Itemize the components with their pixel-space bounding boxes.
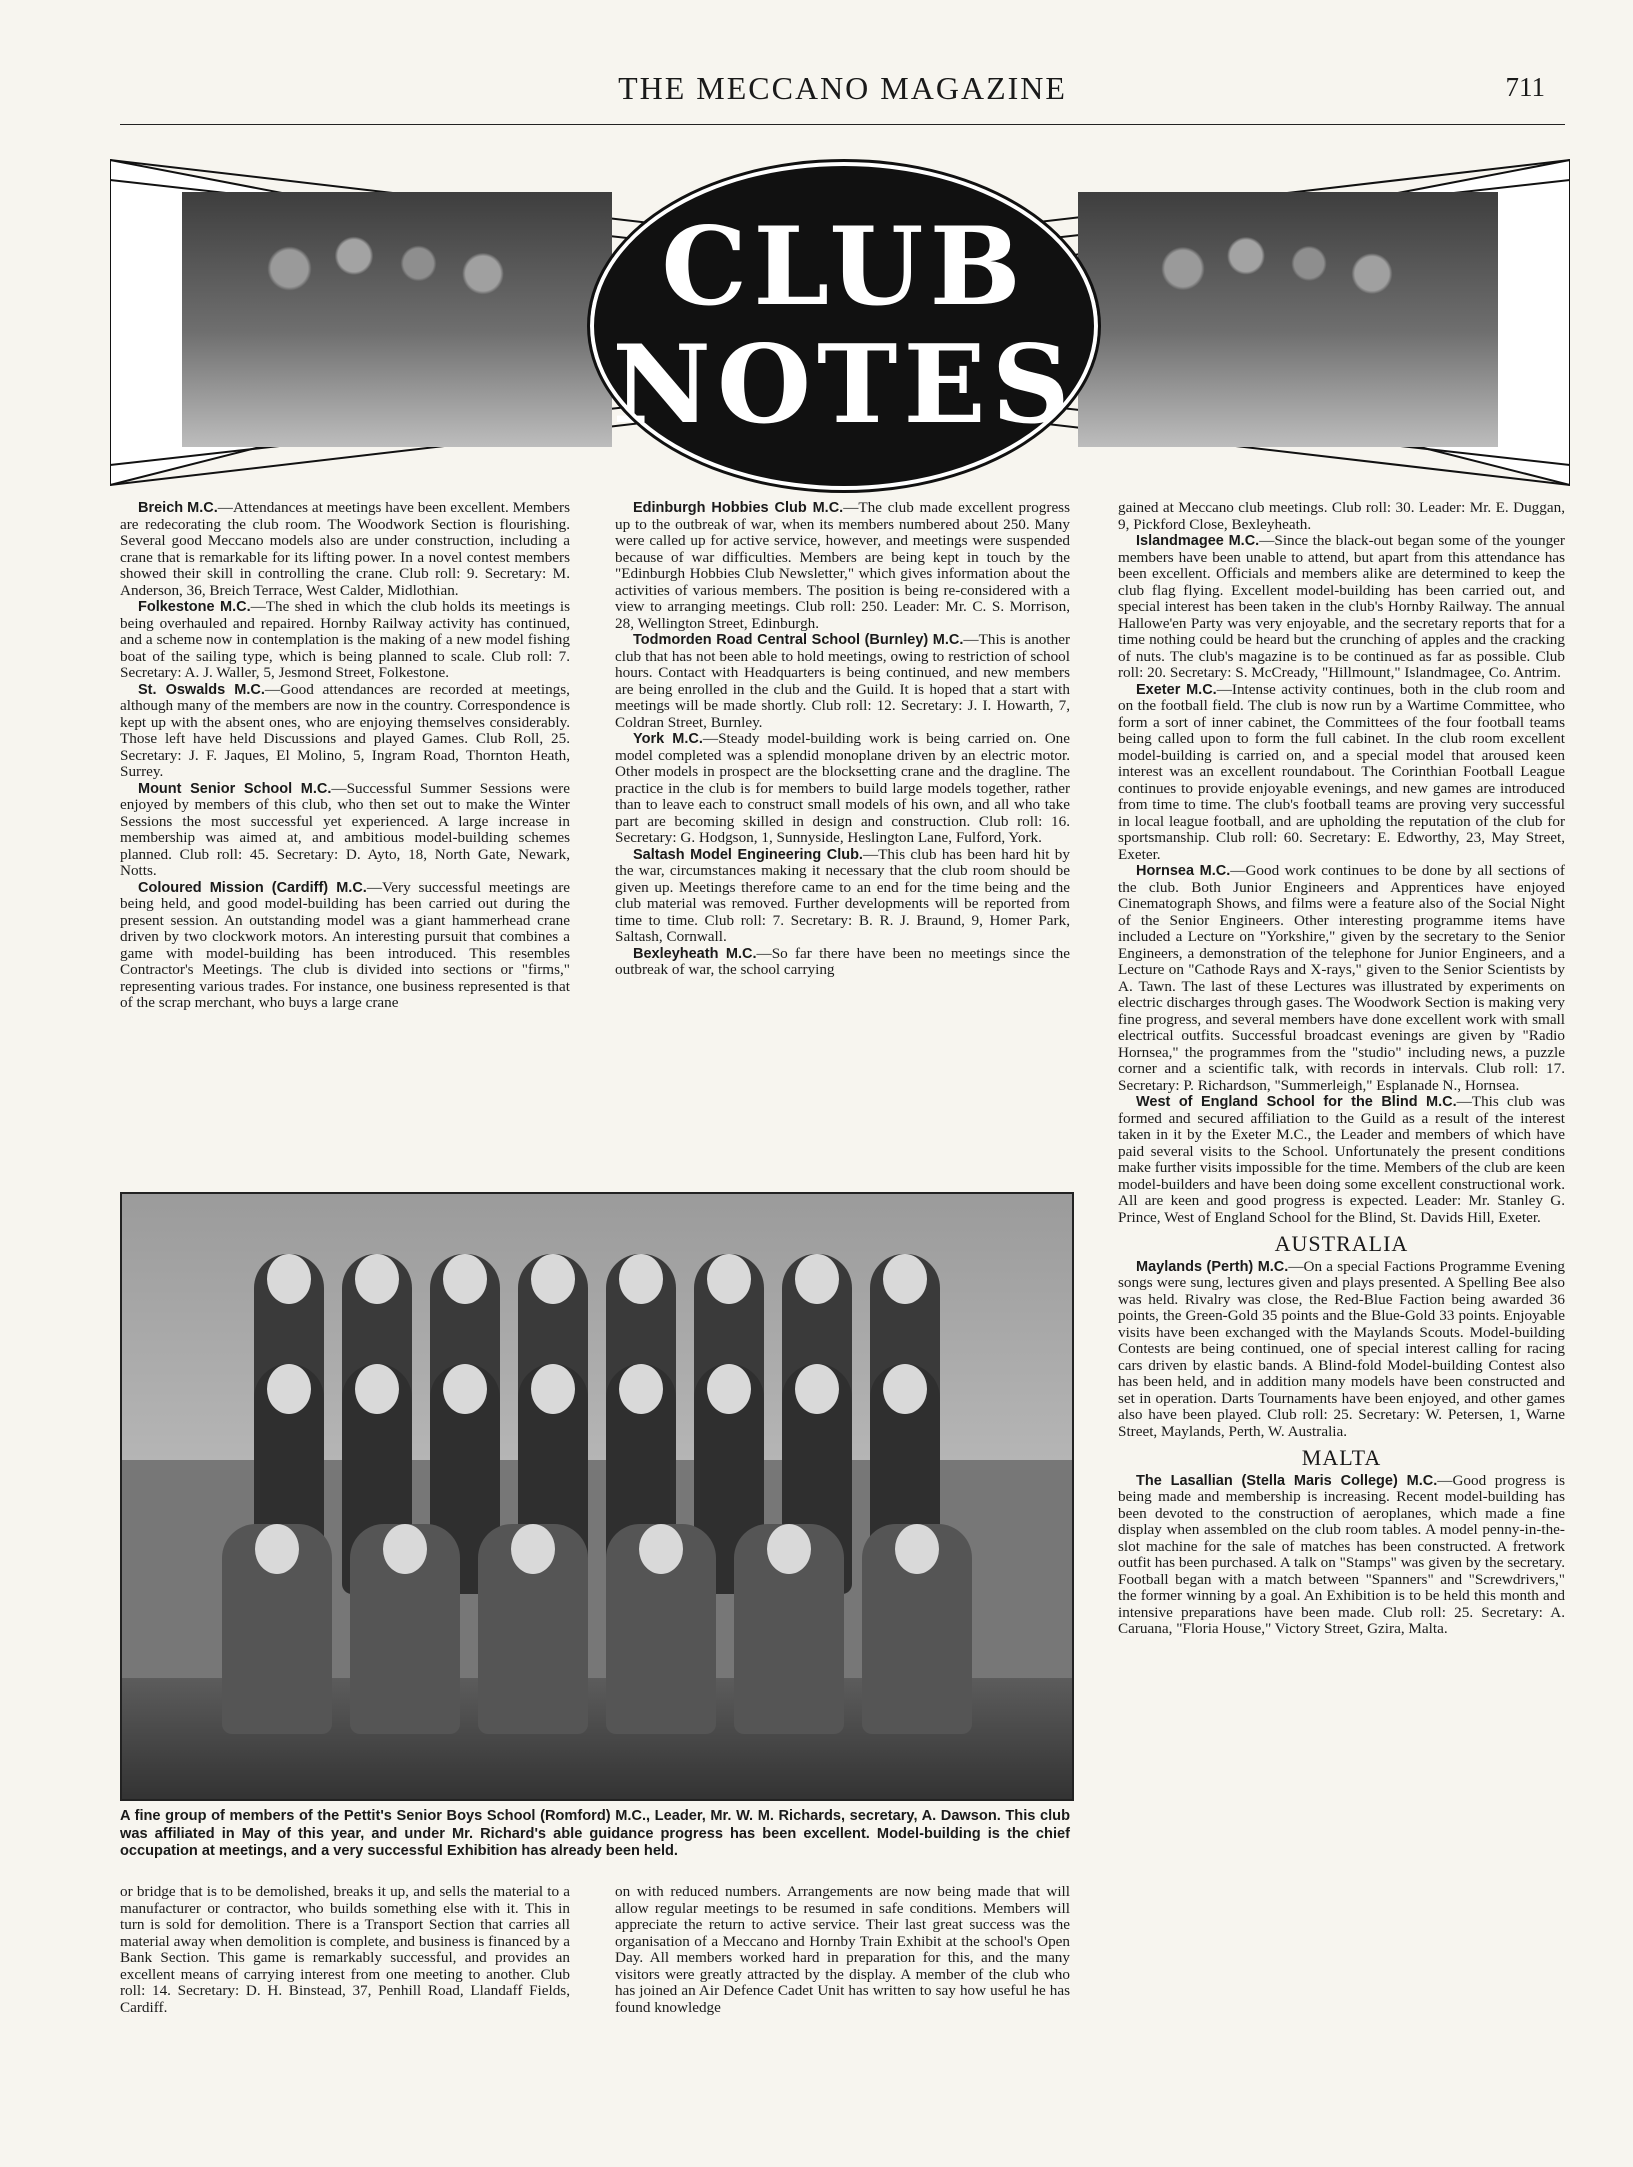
paragraph-text: —Attendances at meetings have been excellent. Members are redecorating the club room. The Woodwork Section is flourishing. Several good Meccano models also are under construction, including a crane that is remarkable for its lifting power. In a novel contest members showed their skill in controlling the crane. Club roll: 9. Secretary: M. Anderson, 36, Breich Terrace, West Calder, Midlothian. — [120, 499, 570, 599]
article-paragraph — [120, 682, 570, 781]
page-number: 711 — [1505, 72, 1545, 102]
article-paragraph — [120, 500, 570, 599]
club-notes-oval — [590, 162, 1098, 490]
column-2 — [615, 500, 1070, 979]
paragraph-text: —This club was formed and secured affiliation to the Guild as a result of the interest taken in it by the Exeter M.C., the Leader and members of which have paid several visits to the School. Unfortunately the present conditions make further visits impossible for the time. Members of the club are keen model-builders and have been doing some excellent constructional work. All are keen and good progress is expected. Leader: Mr. Stanley G. Prince, West of England School for the Blind, St. Davids Hill, Exeter. — [1118, 1093, 1565, 1226]
paragraph-text: —Good progress is being made and membership is increasing. Recent model-building has been devoted to the construction of aeroplanes, which made a fine display when assembled on the club room tables. A model penny-in-the-slot machine for the sale of matches has been constructed. A fretwork outfit has been purchased. A talk on "Stamps" was given by the secretary. Football began with a match between "Spanners" and "Screwdrivers," the former winning by a goal. An Exhibition is to be held this month and intensive preparations have been made. Club roll: 25. Secretary: A. Caruana, "Floria House," Victory Street, Gzira, Malta. — [1118, 1471, 1565, 1637]
paragraph-text: —Successful Summer Sessions were enjoyed by members of this club, who then set out to make the Winter Sessions the most successful yet experienced. A large increase in membership was aimed at, and ambitious model-building schemes planned. Club roll: 45. Secretary: D. Ayto, 18, North Gate, Newark, Notts. — [120, 779, 570, 879]
paragraph-text: —The shed in which the club holds its meetings is being overhauled and repaired. Hornby Railway activity has continued, and a scheme now in contemplation is the making of a new model fishing boat of the sailing type, which is being planned to scale. Club roll: 7. Secretary: A. J. Waller, 5, Jesmond Street, Folkestone. — [120, 598, 570, 681]
club-name: York M.C. — [633, 731, 703, 747]
club-name: Islandmagee M.C. — [1136, 533, 1260, 549]
column-5 — [615, 1884, 1070, 2016]
article-paragraph — [1118, 682, 1565, 864]
banner-photo-left — [182, 192, 612, 447]
paragraph-text: —Very successful meetings are being held, and good model-building has been carried out during the present session. An outstanding model was a giant hammerhead crane driven by two clockwork motors. An interesting pursuit that combines a game with model-building has been introduced. This resembles Contractor's Meetings. The club is divided into sections or "firms," representing various trades. For instance, one business represented is that of the scrap merchant, who buys a large crane — [120, 878, 571, 1011]
paragraph-text: —So far there have been no meetings since the outbreak of war, the school carrying — [615, 944, 1070, 978]
article-paragraph — [120, 599, 570, 682]
article-paragraph — [615, 500, 1070, 632]
photo-caption: A fine group of members of the Pettit's Senior Boys School (Romford) M.C., Leader, Mr. W. M. Richards, secretary, A. Dawson. This club was affiliated in May of this year, and under Mr. Richard's able guidance progress has been excellent. Model-building is the chief occupation at meetings, and a very successful Exhibition has already been held. — [120, 1808, 1070, 1859]
paragraph-text: on with reduced numbers. Arrangements are now being made that will allow regular meetings to be resumed in safe conditions. Members will appreciate the return to active service. Their last great success was the organisation of a Meccano and Hornby Train Exhibit at the school's Open Day. All members worked hard in preparation for this, and the many visitors were greatly attracted by the display. A member of the club who has joined an Air Defence Cadet Unit has written to say how useful he has found knowledge — [615, 1883, 1070, 2016]
article-paragraph — [615, 731, 1070, 847]
article-paragraph — [615, 632, 1070, 731]
article-paragraph — [120, 781, 570, 880]
section-title-malta: MALTA — [1301, 1445, 1382, 1470]
article-paragraph — [120, 880, 570, 1012]
paragraph-text: —Since the black-out began some of the younger members have been unable to attend, but apart from this attendance has been excellent. Officials and members alike are determined to keep the club flag flying. Excellent model-building has been carried out, and special interest has been taken in the club's Hornby Railway. The annual Hallowe'en Party was very enjoyable, and the secretary reports that for a time nothing could be heard but the crunching of apples and the cracking of nuts. The club's magazine is to be continued as far as possible. Club roll: 20. Secretary: S. McCready, "Hillmount," Islandmagee, Co. Antrim. — [1118, 532, 1565, 681]
paragraph-text: —On a special Factions Programme Evening songs were sung, lectures given and plays presented. A Spelling Bee also was held. Rivalry was close, the Red-Blue Faction being awarded 36 points, the Green-Gold 35 points and the Blue-Gold 33 points. Enjoyable visits have been exchanged with the Maylands Scouts. Model-building Contests are being continued, one of special interest calling for racing cars driven by elastic bands. A Blind-fold Model-building Contest also has been held, and in addition many models have been constructed and set in operation. Darts Tournaments have been enjoyed, and other games also have been played. Club roll: 25. Secretary: W. Petersen, 1, Warne Street, Maylands, Perth, W. Australia. — [1118, 1257, 1565, 1440]
club-name: Folkestone M.C. — [138, 599, 251, 615]
club-name: Edinburgh Hobbies Club M.C. — [633, 500, 844, 516]
article-paragraph — [1118, 533, 1565, 682]
header-rule — [120, 124, 1565, 125]
club-notes-banner — [110, 150, 1570, 495]
article-paragraph — [1118, 1473, 1565, 1638]
article-paragraph — [120, 1884, 570, 2016]
article-paragraph — [615, 946, 1070, 979]
banner-photo-right — [1078, 192, 1498, 447]
club-name: Maylands (Perth) M.C. — [1136, 1258, 1289, 1275]
club-name: Hornsea M.C. — [1136, 863, 1231, 879]
club-name: West of England School for the Blind M.C. — [1136, 1094, 1457, 1110]
banner-word-notes: NOTES — [612, 322, 1076, 448]
article-paragraph — [1118, 863, 1565, 1094]
club-name: Bexleyheath M.C. — [633, 945, 757, 962]
paragraph-text: —This is another club that has not been able to hold meetings, owing to restriction of school hours. Contact with Headquarters is being continued, and new members are being enrolled in the club and the Guild. It is hoped that a start with meetings will be made shortly. Club roll: 12. Secretary: J. I. Howarth, 7, Coldran Street, Burnley. — [615, 631, 1070, 731]
page-header — [120, 70, 1565, 130]
paragraph-text: —Intense activity continues, both in the club room and on the football field. The club is now run by a Wartime Committee, who form a sort of inner cabinet, the Committees of the four football teams being called upon to form the full cabinet. In the club room excellent model-building is carried on, and a special model that aroused keen interest was an excellent roundabout. The Corinthian Football League continues to provide enjoyable evenings, and new games are introduced from time to time. The club's football teams are proving very successful in local league football, and are upholding the reputation of the club for sportsmanship. Club roll: 60. Secretary: E. Edworthy, 23, May Street, Exeter. — [1118, 680, 1565, 863]
magazine-title: THE MECCANO MAGAZINE — [618, 70, 1067, 106]
paragraph-text: —Good work continues to be done by all sections of the club. Both Junior Engineers and Apprentices have enjoyed Cinematograph Shows, and films were a feature also of the Social Night of the Senior Engineers. Other interesting programme items have included a Lecture on "Yorkshire," given by the secretary to the Senior Engineers, a demonstration of the telephone for Junior Engineers, and a Lecture on "Cathode Rays and X-rays," given to the Senior Scientists by A. Tawn. The last of these Lectures was illustrated by experiments on electric discharges through gases. The Woodwork Section is making very fine progress, and several members have done excellent work with small electrical outfits. Successful broadcast evenings are given by "Radio Hornsea," the programmes from the "studio" including news, a puzzle corner and a scientific talk, with records in intervals. Club roll: 17. Secretary: P. Richardson, "Summerleigh," Esplanade N., Hornsea. — [1118, 862, 1565, 1094]
paragraph-text: or bridge that is to be demolished, breaks it up, and sells the material to a manufacturer or contractor, who builds something else with it. This in turn is sold for demolition. There is a Transport Section that carries all material away when demolition is complete, and business is financed by a Bank Section. This game is remarkably successful, and provides an excellent means of carrying interest from one meeting to another. Club roll: 14. Secretary: D. H. Binstead, 37, Penhill Road, Llandaff Fields, Cardiff. — [120, 1883, 570, 2016]
club-name: Breich M.C. — [138, 500, 218, 516]
club-name: Saltash Model Engineering Club. — [633, 846, 863, 863]
club-name: Exeter M.C. — [1136, 681, 1217, 698]
column-1 — [120, 500, 570, 1012]
club-name: Todmorden Road Central School (Burnley) M.C. — [633, 632, 964, 648]
club-name: Coloured Mission (Cardiff) M.C. — [138, 879, 367, 896]
article-paragraph — [615, 847, 1070, 946]
section-title-australia: AUSTRALIA — [1274, 1231, 1409, 1256]
article-paragraph — [615, 1884, 1070, 2016]
article-paragraph — [1118, 1259, 1565, 1441]
paragraph-text: gained at Meccano club meetings. Club roll: 30. Leader: Mr. E. Duggan, 9, Pickford Close, Bexleyheath. — [1118, 499, 1565, 533]
club-name: St. Oswalds M.C. — [138, 681, 265, 698]
paragraph-text: —The club made excellent progress up to the outbreak of war, when its members numbered about 250. Many were called up for active service, however, and meetings were suspended because of war difficulties. Members are being kept in touch by the "Edinburgh Hobbies Club Newsletter," which gives information about the activities of various members. The position is being re-considered with a view to arranging meetings. Club roll: 250. Leader: Mr. C. S. Morrison, 28, Wellington Street, Edinburgh. — [615, 499, 1071, 632]
group-photograph — [120, 1192, 1074, 1801]
article-paragraph — [1118, 1094, 1565, 1226]
article-paragraph — [1118, 500, 1565, 533]
banner-word-club: CLUB — [661, 204, 1027, 330]
club-name: Mount Senior School M.C. — [138, 780, 332, 797]
column-4 — [120, 1884, 570, 2016]
paragraph-text: —Good attendances are recorded at meetings, although many of the members are now in the country. Correspondence is kept up with the absent ones, who are enjoying themselves considerably. Those left have held Discussions and played Games. Club Roll, 25. Secretary: J. F. Jaques, El Molino, 5, Ingram Road, Thornton Heath, Surrey. — [120, 680, 570, 780]
club-name: The Lasallian (Stella Maris College) M.C. — [1136, 1472, 1438, 1489]
paragraph-text: —This club has been hard hit by the war, circumstances making it necessary that the club room should be given up. Meetings therefore came to an end for the time being and the club material was removed. Further developments will be reported from time to time. Club roll: 7. Secretary: B. R. J. Braund, 9, Homer Park, Saltash, Cornwall. — [615, 845, 1070, 945]
paragraph-text: —Steady model-building work is being carried on. One model completed was a splendid monoplane driven by an electric motor. Other models in prospect are the blocksetting crane and the dragline. The practice in the club is for members to build large models together, rather than to leave each to construct small models of his own, and all who take part are becoming skilled in design and construction. Club roll: 16. Secretary: G. Hodgson, 1, Sunnyside, Heslington Lane, Fulford, York. — [615, 730, 1070, 846]
column-3 — [1118, 500, 1565, 1638]
